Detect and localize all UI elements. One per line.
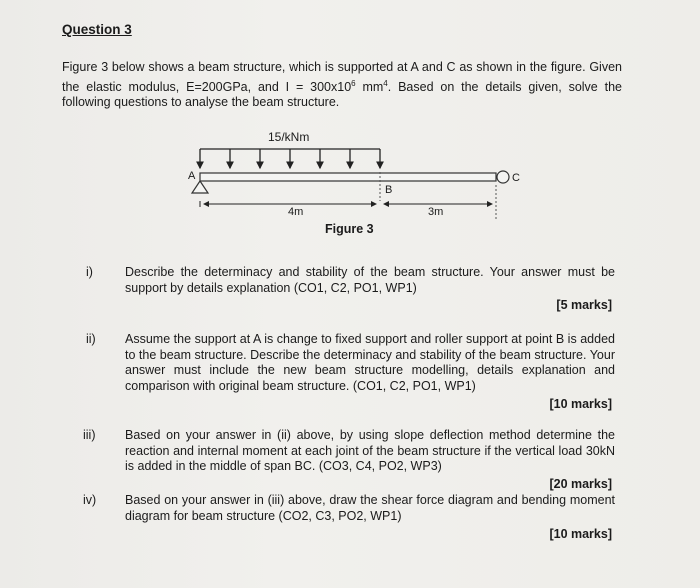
figure-caption: Figure 3 xyxy=(325,222,374,236)
item-text: Describe the determinacy and stability of the beam structure. Your answer must be support by details explanation (CO1, C2, PO1, WP1) xyxy=(125,265,615,295)
intro-exponent-6: 6 xyxy=(351,78,356,88)
label-a: A xyxy=(188,170,196,182)
item-text: Based on your answer in (iii) above, draw the shear force diagram and bending moment diagram for beam structure (CO2, C3, PO2, WP1) xyxy=(125,493,615,523)
question-intro xyxy=(62,60,622,111)
item-marks: [10 marks] xyxy=(549,397,612,411)
beam xyxy=(200,173,496,181)
intro-line-2b: mm xyxy=(355,79,384,94)
item-marks: [5 marks] xyxy=(556,298,612,312)
item-marks: [20 marks] xyxy=(549,477,612,491)
label-c: C xyxy=(512,172,520,184)
item-number: iv) xyxy=(83,493,97,507)
label-b: B xyxy=(385,184,393,196)
pin-support-a xyxy=(192,181,208,193)
item-text: Assume the support at A is change to fixed support and roller support at point B is added to the beam structure. Describe the determinacy and stability of the beam structure. Your answer must include the new beam structure modelling, details explanation and comparison with original beam structure. (CO1, C2, PO1, WP1) xyxy=(125,332,615,393)
item-text: Based on your answer in (ii) above, by using slope deflection method determine the reaction and internal moment at each joint of the beam structure if the vertical load 30kN is added in the middle of span BC. (CO3, C4, PO2, WP3) xyxy=(125,428,615,473)
beam-figure xyxy=(170,125,530,225)
intro-line-3: questions to analyse the beam structure. xyxy=(114,95,340,109)
intro-line-2a: elastic modulus, E=200GPa, and I = 300x10 xyxy=(86,79,352,94)
item-number: i) xyxy=(86,265,93,279)
intro-line-2c: . Based on the details given, solve the following xyxy=(62,79,622,109)
dimension-ab: 4m xyxy=(288,206,304,218)
udl-load xyxy=(200,149,380,168)
dimension-lines xyxy=(200,201,492,207)
dimension-bc: 3m xyxy=(428,206,444,218)
item-number: iii) xyxy=(83,428,96,442)
roller-support-c xyxy=(497,171,509,183)
intro-line-1: Figure 3 below shows a beam structure, which is supported at A and C as shown in the figure. Given the xyxy=(62,60,622,94)
question-title: Question 3 xyxy=(62,22,132,37)
item-marks: [10 marks] xyxy=(549,527,612,541)
udl-load-label: 15/kNm xyxy=(268,130,310,144)
intro-exponent-4: 4 xyxy=(383,78,388,88)
item-number: ii) xyxy=(86,332,96,346)
